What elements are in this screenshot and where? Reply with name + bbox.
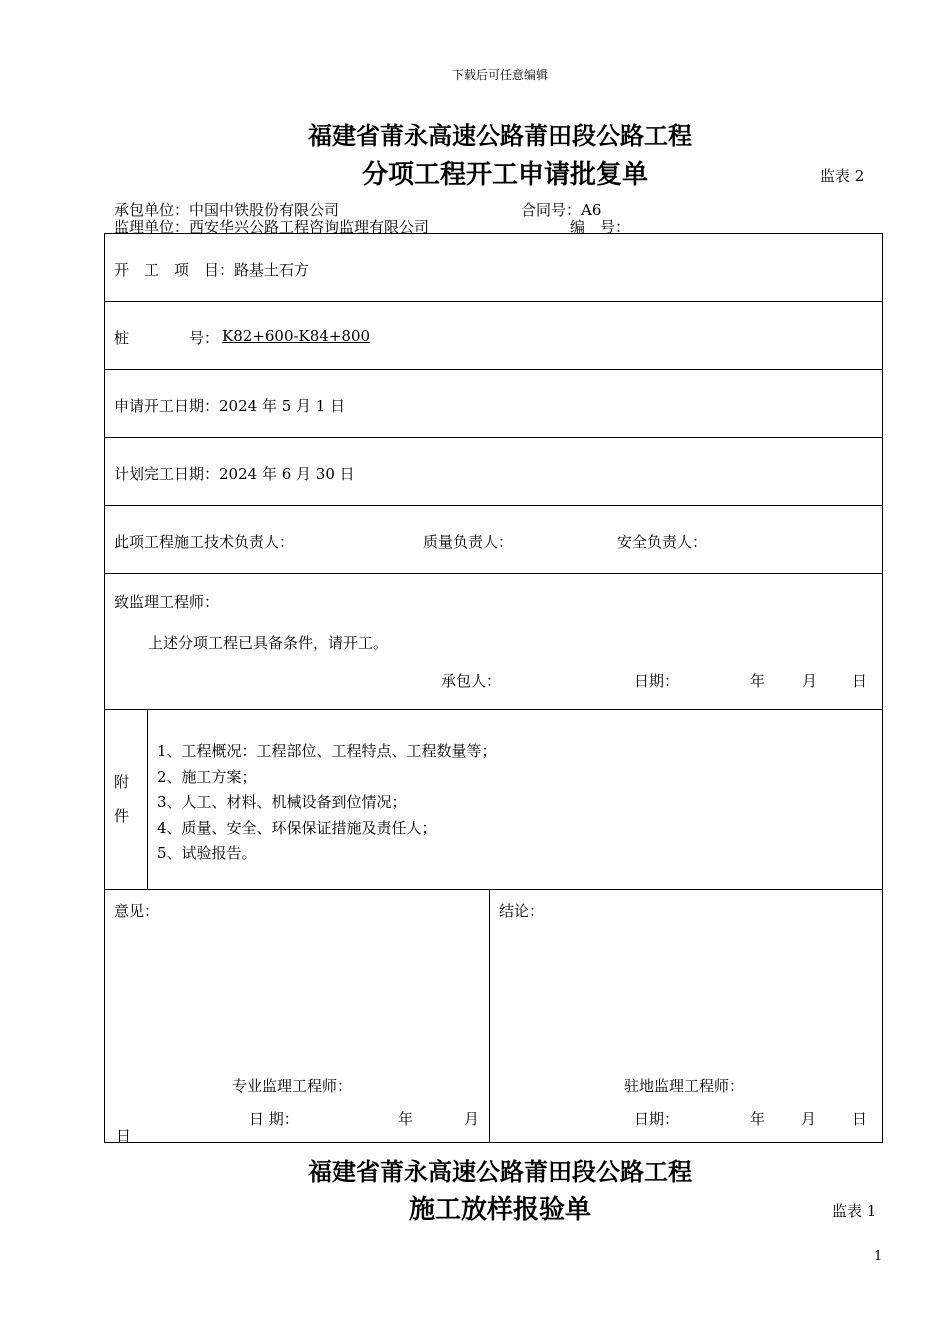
form2-title: 施工放样报验单 <box>408 1195 591 1225</box>
project-item: 开 工 项 目：路基土石方 <box>114 261 310 279</box>
specialist-engineer-label: 专业监理工程师： <box>232 1077 353 1095</box>
contractor-unit: 承包单位：中国中铁股份有限公司 <box>114 201 340 219</box>
row-divider <box>104 709 883 710</box>
opinion-day-label: 日 <box>116 1127 132 1145</box>
conclusion-date-label: 日期： <box>634 1110 680 1128</box>
row-divider <box>104 369 883 370</box>
stake-label: 桩 号： <box>114 329 220 347</box>
tech-lead: 此项工程施工技术负责人： <box>114 533 295 551</box>
attachment-label-1: 附 <box>114 773 130 791</box>
attachment-item: 2、施工方案； <box>157 768 257 786</box>
safety-lead: 安全负责人： <box>617 533 708 551</box>
header-note: 下载后可任意编辑 <box>451 68 548 82</box>
attachment-item: 5、试验报告。 <box>157 844 257 862</box>
applicant-label: 承包人： <box>441 672 502 690</box>
form-title-project: 福建省莆永高速公路莆田段公路工程 <box>308 122 692 150</box>
opinion-date-label: 日 期： <box>249 1110 299 1128</box>
row-divider <box>104 505 883 506</box>
column-divider <box>489 889 490 1143</box>
supervisor-unit: 监理单位：西安华兴公路工程咨询监理有限公司 <box>114 218 430 236</box>
quality-lead: 质量负责人： <box>423 533 514 551</box>
page-number: 1 <box>874 1249 883 1264</box>
attachment-item: 4、质量、安全、环保保证措施及责任人； <box>157 819 437 837</box>
attachment-label-2: 件 <box>114 807 130 825</box>
opinion-month-label: 月 <box>464 1110 480 1128</box>
opinion-label: 意见： <box>114 902 160 920</box>
day-label: 日 <box>852 672 868 690</box>
resident-engineer-label: 驻地监理工程师： <box>624 1077 745 1095</box>
end-date: 计划完工日期：2024 年 6 月 30 日 <box>114 465 355 483</box>
row-divider <box>104 889 883 890</box>
date-label: 日期： <box>634 672 680 690</box>
opinion-year-label: 年 <box>398 1110 414 1128</box>
contract-number: 合同号：A6 <box>521 201 602 219</box>
month-label: 月 <box>802 672 818 690</box>
conclusion-month-label: 月 <box>801 1110 817 1128</box>
conclusion-day-label: 日 <box>852 1110 868 1128</box>
to-engineer: 致监理工程师： <box>114 593 220 611</box>
column-divider <box>147 709 148 889</box>
row-divider <box>104 573 883 574</box>
row-divider <box>104 437 883 438</box>
conclusion-year-label: 年 <box>750 1110 766 1128</box>
conclusion-label: 结论： <box>499 902 545 920</box>
form-code: 监表 2 <box>820 167 865 185</box>
start-date: 申请开工日期：2024 年 5 月 1 日 <box>114 397 346 415</box>
year-label: 年 <box>750 672 766 690</box>
request-text: 上述分项工程已具备条件，请开工。 <box>148 634 389 652</box>
form-title: 分项工程开工申请批复单 <box>361 160 648 190</box>
serial-number: 编 号： <box>570 218 631 236</box>
form2-title-project: 福建省莆永高速公路莆田段公路工程 <box>308 1158 692 1186</box>
attachment-item: 3、人工、材料、机械设备到位情况； <box>157 793 407 811</box>
row-divider <box>104 301 883 302</box>
attachment-item: 1、工程概况：工程部位、工程特点、工程数量等； <box>157 742 497 760</box>
stake-value: K82+600-K84+800 <box>222 327 371 345</box>
form2-code: 监表 1 <box>832 1202 877 1220</box>
